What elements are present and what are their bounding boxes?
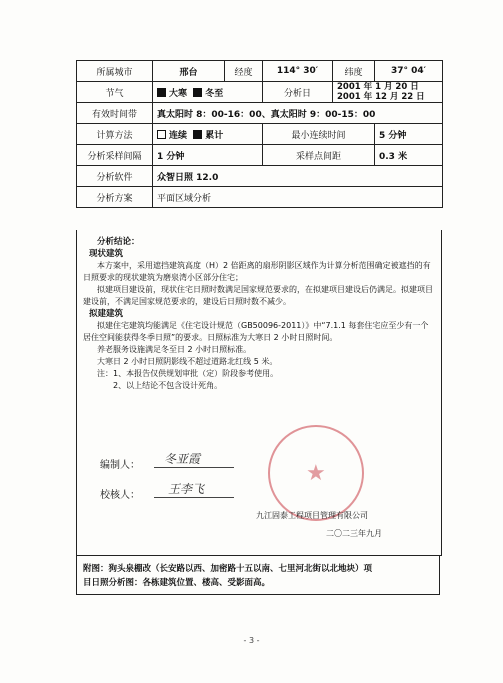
editor-signature: 冬亚霞 xyxy=(164,452,201,466)
city-value: 邢台 xyxy=(153,61,225,82)
seal-star-icon: ★ xyxy=(306,461,326,486)
longitude-value: 114° 30′ xyxy=(263,61,333,82)
calc-method-label: 计算方法 xyxy=(77,124,153,145)
conclusion-paragraph-5: 大寒日 2 小时日照阴影线不超过道路北红线 5 米。 xyxy=(97,357,278,366)
min-continuous-label: 最小连续时间 xyxy=(263,124,375,145)
software-label: 分析软件 xyxy=(77,166,153,187)
editor-label: 编制人： xyxy=(100,460,140,471)
conclusion-heading: 分析结论： xyxy=(97,237,140,247)
analysis-date-1: 2001 年 1 月 20 日 xyxy=(337,82,419,92)
city-label: 所属城市 xyxy=(77,61,153,82)
reviewer-signature: 王李飞 xyxy=(168,482,205,496)
conclusion-paragraph-2: 拟建项目建设前，现状住宅日照时数满足国家规范要求的，在拟建项目建设后仍满足。拟建项目建设前，不满足国家规范要求的，建设后日照时数不减少。 xyxy=(83,285,433,306)
solar-term-2: 冬至 xyxy=(205,88,224,99)
software-value: 众智日照 12.0 xyxy=(153,166,443,187)
sample-spacing-value: 0.3 米 xyxy=(375,145,443,166)
conclusion-paragraph-4: 养老服务设施满足冬至日 2 小时日照标准。 xyxy=(97,345,252,354)
calc-method-1: 连续 xyxy=(169,130,188,141)
note-2: 2、以上结论不包含设计死角。 xyxy=(113,381,223,390)
attachment-note xyxy=(76,555,440,595)
sample-interval-value: 1 分钟 xyxy=(153,145,263,166)
company-name: 九江固泰工程项目管理有限公司 xyxy=(256,511,368,520)
checked-box-icon xyxy=(193,88,202,97)
longitude-label: 经度 xyxy=(225,61,263,82)
attachment-line-1: 附图：狗头泉棚改（长安路以西、加密路十五以南、七里河北街以北地块）项 xyxy=(83,564,373,574)
checked-box-icon xyxy=(157,88,166,97)
conclusion-section xyxy=(83,236,433,392)
report-date: 二〇二三年九月 xyxy=(326,529,382,538)
attachment-line-2: 目日照分析图：各栋建筑位置、楼高、受影面高。 xyxy=(83,578,271,588)
solar-term-label: 节气 xyxy=(77,82,153,103)
note-1: 注：1、本报告仅供规划审批（定）阶段参考使用。 xyxy=(97,369,279,378)
scheme-label: 分析方案 xyxy=(77,187,153,208)
editor-signature-line xyxy=(154,467,234,468)
checked-box-icon xyxy=(193,130,202,139)
page-number: - 3 - xyxy=(243,636,260,645)
sample-interval-label: 分析采样间隔 xyxy=(77,145,153,166)
reviewer-signature-line xyxy=(154,497,234,498)
analysis-date-value xyxy=(333,82,443,103)
latitude-label: 纬度 xyxy=(333,61,375,82)
calc-method-value xyxy=(153,124,263,145)
effective-time-label: 有效时间带 xyxy=(77,103,153,124)
effective-time-value: 真太阳时 8：00-16：00、真太阳时 9：00-15：00 xyxy=(153,103,443,124)
unchecked-box-icon xyxy=(157,130,166,139)
min-continuous-value: 5 分钟 xyxy=(375,124,443,145)
existing-building-heading: 现状建筑 xyxy=(89,249,124,259)
analysis-date-2: 2001 年 12 月 22 日 xyxy=(337,92,425,102)
proposed-building-heading: 拟建建筑 xyxy=(89,309,124,319)
conclusion-box xyxy=(76,230,442,556)
sample-spacing-label: 采样点间距 xyxy=(263,145,375,166)
analysis-date-label: 分析日 xyxy=(263,82,333,103)
latitude-value: 37° 04′ xyxy=(375,61,443,82)
reviewer-label: 校核人： xyxy=(100,490,140,501)
conclusion-paragraph-1: 本方案中，采用遮挡建筑高度（H）2 倍距离的扇形阴影区域作为计算分析范围确定被遮挡的有日照要求的现状建筑为磨泉湾小区部分住宅； xyxy=(83,261,431,282)
scheme-value: 平面区域分析 xyxy=(153,187,443,208)
company-seal xyxy=(268,425,364,521)
analysis-parameter-table xyxy=(76,60,443,208)
conclusion-paragraph-3: 拟建住宅建筑均能满足《住宅设计规范（GB50096-2011）》中“7.1.1 每套住宅应至少有一个居住空间能获得冬季日照”的要求。日照标准为大寒日 2 小时日照时间。 xyxy=(83,321,429,342)
solar-term-value xyxy=(153,82,263,103)
solar-term-1: 大寒 xyxy=(169,88,188,99)
calc-method-2: 累计 xyxy=(205,130,224,141)
